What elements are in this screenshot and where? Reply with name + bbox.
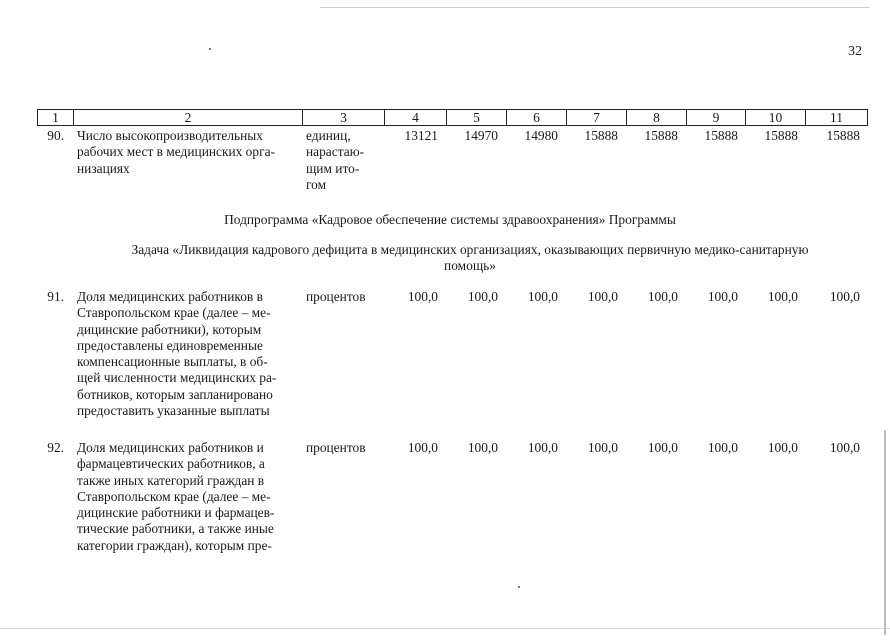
desc-line: Число высокопроизводительных xyxy=(77,128,263,143)
unit-line: гом xyxy=(306,176,327,192)
unit-line: процентов xyxy=(306,289,366,304)
value-cell: 100,0 xyxy=(467,440,498,455)
desc-line: низациях xyxy=(77,160,130,176)
desc-line: дицинские работники и фармацев- xyxy=(77,505,275,521)
row-number: 92. xyxy=(47,440,64,455)
value-cell: 100,0 xyxy=(407,440,438,455)
row-description xyxy=(77,128,299,177)
row-number: 91. xyxy=(47,289,64,304)
desc-line: предоставлены единовременные xyxy=(77,337,263,353)
desc-line: также иных категорий граждан в xyxy=(77,472,265,488)
scan-edge-bottom xyxy=(0,628,890,629)
value-cell: 15888 xyxy=(644,128,678,143)
desc-line: тические работники, а также иные xyxy=(77,521,274,537)
value-cell: 15888 xyxy=(704,128,738,143)
desc-line: рабочих мест в медицинских орга- xyxy=(77,144,275,160)
value-cell: 100,0 xyxy=(527,440,558,455)
page-number: 32 xyxy=(848,44,862,59)
value-cell: 100,0 xyxy=(587,440,618,455)
value-cell: 14980 xyxy=(524,128,558,143)
header-cell: 11 xyxy=(805,110,867,125)
row-number: 90. xyxy=(47,128,64,143)
table-header-row xyxy=(37,109,868,126)
value-cell: 100,0 xyxy=(767,440,798,455)
unit-line: нарастаю- xyxy=(306,144,365,160)
header-cell: 9 xyxy=(686,110,745,125)
header-cell: 5 xyxy=(446,110,506,125)
value-cell: 100,0 xyxy=(527,289,558,304)
value-cell: 100,0 xyxy=(467,289,498,304)
value-cell: 15888 xyxy=(764,128,798,143)
desc-line: компенсационные выплаты, в об- xyxy=(77,354,268,370)
header-cell: 3 xyxy=(302,110,384,125)
desc-line: дицинские работники), которым xyxy=(77,321,262,337)
value-cell: 100,0 xyxy=(707,289,738,304)
header-cell: 7 xyxy=(566,110,626,125)
value-cell: 100,0 xyxy=(587,289,618,304)
value-cell: 14970 xyxy=(464,128,498,143)
row-description xyxy=(77,440,299,554)
row-unit xyxy=(306,128,380,193)
unit-line: процентов xyxy=(306,440,366,455)
desc-line: предоставить указанные выплаты xyxy=(77,403,270,419)
value-cell: 13121 xyxy=(404,128,438,143)
row-unit xyxy=(306,440,380,456)
header-cell: 1 xyxy=(52,110,59,125)
value-cell: 100,0 xyxy=(767,289,798,304)
subprogram-title: Подпрограмма «Кадровое обеспечение системы здравоохранения» Программы xyxy=(224,212,676,227)
value-cell: 15888 xyxy=(826,128,860,143)
scan-edge-right xyxy=(884,430,886,635)
desc-line: категории граждан), которым пре- xyxy=(77,537,272,553)
header-cell: 2 xyxy=(73,110,302,125)
task-title-line: Задача «Ликвидация кадрового дефицита в медицинских организациях, оказывающих первичную медико-санитарную xyxy=(131,242,809,257)
task-title xyxy=(60,242,880,274)
desc-line: Доля медицинских работников в xyxy=(77,289,263,304)
desc-line: фармацевтических работников, а xyxy=(77,456,265,472)
value-cell: 100,0 xyxy=(829,440,860,455)
desc-line: Ставропольском крае (далее – ме- xyxy=(77,305,271,321)
value-cell: 100,0 xyxy=(829,289,860,304)
value-cell: 100,0 xyxy=(647,289,678,304)
unit-line: единиц, xyxy=(306,128,351,143)
scan-edge-top xyxy=(320,7,870,8)
desc-line: Ставропольском крае (далее – ме- xyxy=(77,488,271,504)
value-cell: 100,0 xyxy=(707,440,738,455)
value-cell: 100,0 xyxy=(407,289,438,304)
value-cell: 100,0 xyxy=(647,440,678,455)
scan-speck xyxy=(518,586,520,588)
unit-line: щим ито- xyxy=(306,160,360,176)
row-unit xyxy=(306,289,380,305)
task-title-line: помощь» xyxy=(444,258,496,273)
header-cell: 6 xyxy=(506,110,566,125)
row-description xyxy=(77,289,299,419)
header-cell: 8 xyxy=(626,110,686,125)
desc-line: ботников, которым запланировано xyxy=(77,386,273,402)
desc-line: щей численности медицинских ра- xyxy=(77,370,277,386)
scan-speck xyxy=(209,48,211,50)
header-cell: 10 xyxy=(745,110,805,125)
header-cell: 4 xyxy=(384,110,446,125)
value-cell: 15888 xyxy=(584,128,618,143)
desc-line: Доля медицинских работников и xyxy=(77,440,264,455)
